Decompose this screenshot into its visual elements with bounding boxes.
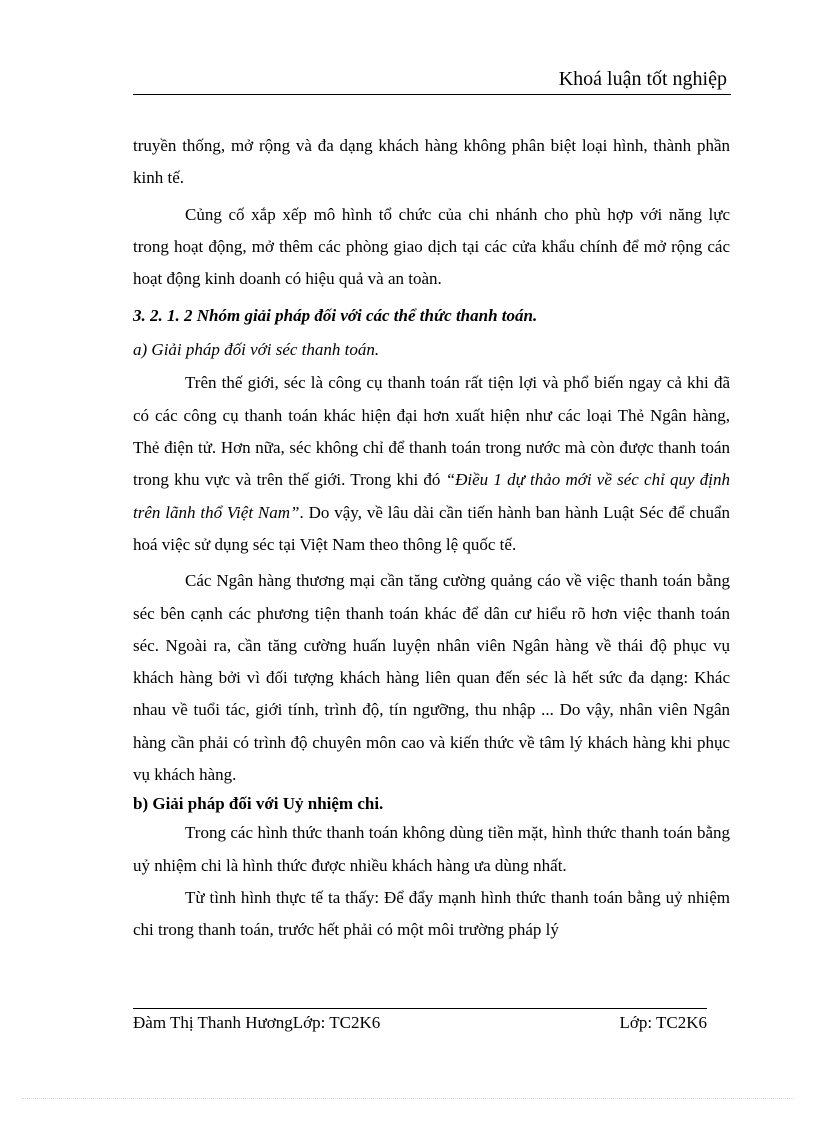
subheading-cheque: a) Giải pháp đối với séc thanh toán. bbox=[133, 340, 380, 360]
document-body bbox=[133, 130, 730, 947]
footer-author: Đàm Thị Thanh HươngLớp: TC2K6 bbox=[133, 1013, 381, 1032]
page-footer bbox=[133, 1008, 707, 1037]
paragraph-continuation: truyền thống, mở rộng và đa dạng khách hàng không phân biệt loại hình, thành phần kinh tế. bbox=[133, 136, 730, 188]
paragraph-legal-environment: Từ tình hình thực tế ta thấy: Để đẩy mạnh hình thức thanh toán bằng uỷ nhiệm chi trong thanh toán, trước hết phải có một môi trường pháp lý bbox=[133, 887, 730, 940]
cheque-text-start: Trên thế giới, séc là công cụ thanh toán rất tiện lợi và phổ biến ngay cả khi đã có các công cụ thanh toán khác hiện đại hơn xuất hiện như các loại Thẻ Ngân hàng, Thẻ điện tử. Hơn nữa, séc không chỉ để thanh toán trong nước mà còn được thanh toán trong khu vực và trên thế giới. Trong khi đó bbox=[133, 373, 730, 490]
paragraph-payment-order: Trong các hình thức thanh toán không dùng tiền mặt, hình thức thanh toán bằng uỷ nhiệm chi là hình thức được nhiều khách hàng ưa dùng nhất. bbox=[133, 823, 730, 875]
page-header bbox=[133, 66, 731, 95]
footer-class: Lớp: TC2K6 bbox=[619, 1013, 707, 1032]
section-heading: 3. 2. 1. 2 Nhóm giải pháp đối với các thể thức thanh toán. bbox=[133, 306, 538, 326]
paragraph-cheque-world bbox=[133, 367, 730, 561]
subheading-payment-order: b) Giải pháp đối với Uỷ nhiệm chi. bbox=[133, 794, 384, 814]
paragraph-bank-promotion: Các Ngân hàng thương mại cần tăng cường quảng cáo về việc thanh toán bằng séc bên cạnh các phương tiện thanh toán khác để dân cư hiểu rõ hơn việc thanh toán séc. Ngoài ra, cần tăng cường huấn luyện nhân viên Ngân hàng về thái độ phục vụ khách hàng bởi vì đối tượng khách hàng liên quan đến séc là hết sức đa dạng: Khác nhau về tuổi tác, giới tính, trình độ, tín ngưỡng, thu nhập ... Do vậy, nhân viên Ngân hàng cần phải có trình độ chuyên môn cao và kiến thức về tâm lý khách hàng khi phục vụ khách hàng. bbox=[133, 571, 730, 785]
header-title: Khoá luận tốt nghiệp bbox=[558, 68, 727, 90]
paragraph-restructure: Củng cố xắp xếp mô hình tổ chức của chi nhánh cho phù hợp với năng lực trong hoạt động, mở thêm các phòng giao dịch tại các cửa khẩu chính để mở rộng các hoạt động kinh doanh có hiệu quả và an toàn. bbox=[133, 204, 730, 289]
page-bottom-divider bbox=[22, 1098, 794, 1099]
cheque-text-end: . Do vậy, về lâu dài cần tiến hành ban hành Luật Séc để chuẩn hoá việc sử dụng séc tại Việt Nam theo thông lệ quốc tế. bbox=[133, 502, 731, 554]
cheque-quote: “Điều 1 dự thảo mới về séc chỉ quy định trên lãnh thổ Việt Nam” bbox=[133, 470, 730, 522]
